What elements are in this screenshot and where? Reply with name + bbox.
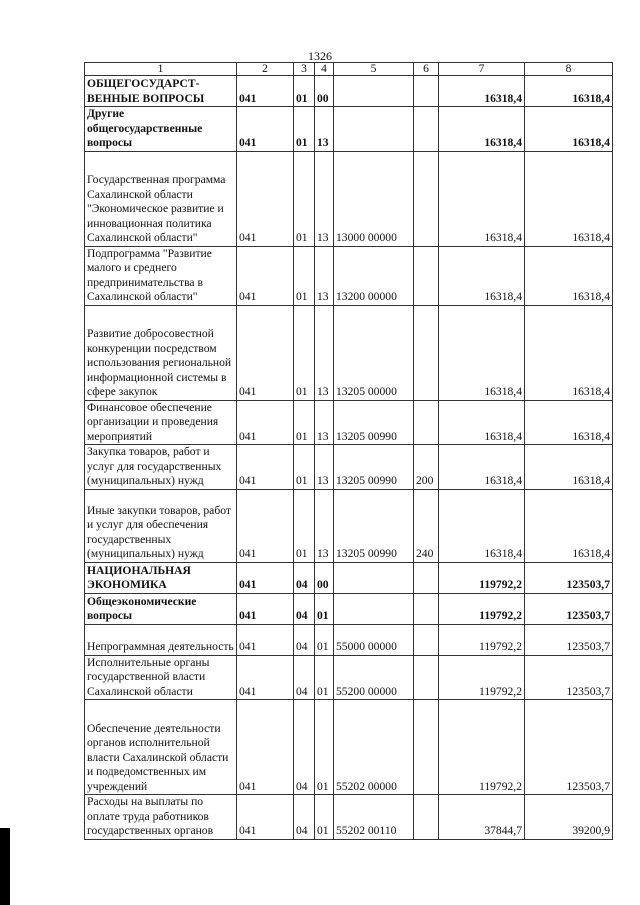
amount-year-1: 119792,2: [439, 700, 525, 795]
row-name: ОБЩЕГОСУДАРСТ-ВЕННЫЕ ВОПРОСЫ: [85, 76, 237, 107]
expense-type-code: [414, 151, 439, 246]
row-name: Развитие добросовестной конкуренции посредством использования региональной информационной системы в сфере закупок: [85, 305, 237, 400]
row-name: Другие общегосударственные вопросы: [85, 107, 237, 152]
row-name: Общеэкономические вопросы: [85, 593, 237, 624]
row-name: Иные закупки товаров, работ и услуг для обеспечения государственных (муниципальных) нужд: [85, 489, 237, 562]
table-row: [85, 624, 613, 655]
amount-year-1: 119792,2: [439, 562, 525, 593]
amount-year-2: 123503,7: [525, 700, 613, 795]
col-header-2: 2: [237, 63, 294, 76]
department-code: 041: [237, 246, 294, 305]
amount-year-2: 16318,4: [525, 76, 613, 107]
table-row: [85, 151, 613, 246]
table-row: [85, 655, 613, 700]
amount-year-2: 16318,4: [525, 107, 613, 152]
target-article-code: [334, 562, 414, 593]
col-header-4: 4: [315, 63, 334, 76]
expense-type-code: [414, 795, 439, 840]
amount-year-2: 16318,4: [525, 246, 613, 305]
section-code: 04: [294, 655, 315, 700]
expense-type-code: [414, 624, 439, 655]
department-code: 041: [237, 593, 294, 624]
target-article-code: 13200 00000: [334, 246, 414, 305]
section-code: 04: [294, 700, 315, 795]
department-code: 041: [237, 700, 294, 795]
expense-type-code: [414, 305, 439, 400]
target-article-code: 55202 00110: [334, 795, 414, 840]
target-article-code: 13000 00000: [334, 151, 414, 246]
expense-type-code: [414, 107, 439, 152]
amount-year-2: 16318,4: [525, 305, 613, 400]
amount-year-2: 39200,9: [525, 795, 613, 840]
target-article-code: 55202 00000: [334, 700, 414, 795]
column-number-row: [85, 63, 613, 76]
subsection-code: 13: [315, 107, 334, 152]
subsection-code: 01: [315, 593, 334, 624]
target-article-code: [334, 76, 414, 107]
row-name: Непрограммная деятельность: [85, 624, 237, 655]
department-code: 041: [237, 489, 294, 562]
col-header-5: 5: [334, 63, 414, 76]
amount-year-1: 119792,2: [439, 593, 525, 624]
expense-type-code: [414, 562, 439, 593]
section-code: 01: [294, 76, 315, 107]
col-header-1: 1: [85, 63, 237, 76]
amount-year-1: 16318,4: [439, 107, 525, 152]
row-name: НАЦИОНАЛЬНАЯ ЭКОНОМИКА: [85, 562, 237, 593]
expense-type-code: 200: [414, 445, 439, 490]
amount-year-1: 119792,2: [439, 624, 525, 655]
subsection-code: 13: [315, 489, 334, 562]
section-code: 01: [294, 305, 315, 400]
department-code: 041: [237, 562, 294, 593]
subsection-code: 01: [315, 624, 334, 655]
section-code: 04: [294, 562, 315, 593]
col-header-3: 3: [294, 63, 315, 76]
table-row: [85, 700, 613, 795]
table-row: [85, 445, 613, 490]
subsection-code: 13: [315, 246, 334, 305]
amount-year-2: 123503,7: [525, 593, 613, 624]
subsection-code: 13: [315, 151, 334, 246]
amount-year-2: 123503,7: [525, 655, 613, 700]
department-code: 041: [237, 400, 294, 445]
section-code: 04: [294, 593, 315, 624]
target-article-code: [334, 593, 414, 624]
table-row: [85, 246, 613, 305]
subsection-code: 13: [315, 445, 334, 490]
amount-year-1: 16318,4: [439, 76, 525, 107]
table-row: [85, 305, 613, 400]
row-name: Государственная программа Сахалинской области "Экономическое развитие и инновационная политика Сахалинской области": [85, 151, 237, 246]
row-name: Подпрограмма "Развитие малого и среднего предпринимательства в Сахалинской области": [85, 246, 237, 305]
expense-type-code: [414, 400, 439, 445]
amount-year-2: 16318,4: [525, 151, 613, 246]
row-name: Исполнительные органы государственной власти Сахалинской области: [85, 655, 237, 700]
department-code: 041: [237, 795, 294, 840]
row-name: Обеспечение деятельности органов исполнительной власти Сахалинской области и подведомственных им учреждений: [85, 700, 237, 795]
section-code: 01: [294, 246, 315, 305]
target-article-code: 13205 00990: [334, 400, 414, 445]
department-code: 041: [237, 445, 294, 490]
amount-year-1: 16318,4: [439, 489, 525, 562]
row-name: Расходы на выплаты по оплате труда работников государственных органов: [85, 795, 237, 840]
row-name: Закупка товаров, работ и услуг для государственных (муниципальных) нужд: [85, 445, 237, 490]
page-number: 1326: [308, 49, 332, 63]
subsection-code: 01: [315, 700, 334, 795]
amount-year-2: 123503,7: [525, 562, 613, 593]
section-code: 04: [294, 624, 315, 655]
table-row: [85, 489, 613, 562]
table-row: [85, 400, 613, 445]
expense-type-code: [414, 593, 439, 624]
target-article-code: 13205 00000: [334, 305, 414, 400]
subsection-code: 01: [315, 655, 334, 700]
scan-edge-mark: [0, 828, 10, 905]
amount-year-2: 16318,4: [525, 489, 613, 562]
col-header-7: 7: [439, 63, 525, 76]
table-row: [85, 795, 613, 840]
target-article-code: [334, 107, 414, 152]
amount-year-1: 16318,4: [439, 445, 525, 490]
department-code: 041: [237, 76, 294, 107]
target-article-code: 55000 00000: [334, 624, 414, 655]
amount-year-1: 16318,4: [439, 151, 525, 246]
section-code: 01: [294, 400, 315, 445]
subsection-code: 01: [315, 795, 334, 840]
subsection-code: 00: [315, 76, 334, 107]
expense-type-code: 240: [414, 489, 439, 562]
expense-type-code: [414, 655, 439, 700]
table-row: [85, 593, 613, 624]
expense-type-code: [414, 246, 439, 305]
section-code: 01: [294, 445, 315, 490]
subsection-code: 13: [315, 305, 334, 400]
section-code: 01: [294, 151, 315, 246]
department-code: 041: [237, 151, 294, 246]
amount-year-1: 16318,4: [439, 246, 525, 305]
budget-table: [84, 62, 613, 840]
target-article-code: 13205 00990: [334, 445, 414, 490]
amount-year-1: 37844,7: [439, 795, 525, 840]
section-code: 01: [294, 107, 315, 152]
target-article-code: 13205 00990: [334, 489, 414, 562]
section-code: 04: [294, 795, 315, 840]
row-name: Финансовое обеспечение организации и проведения мероприятий: [85, 400, 237, 445]
amount-year-2: 16318,4: [525, 445, 613, 490]
amount-year-2: 123503,7: [525, 624, 613, 655]
target-article-code: 55200 00000: [334, 655, 414, 700]
amount-year-2: 16318,4: [525, 400, 613, 445]
expense-type-code: [414, 700, 439, 795]
table-row: [85, 107, 613, 152]
section-code: 01: [294, 489, 315, 562]
amount-year-1: 16318,4: [439, 305, 525, 400]
table-row: [85, 76, 613, 107]
department-code: 041: [237, 655, 294, 700]
department-code: 041: [237, 305, 294, 400]
subsection-code: 00: [315, 562, 334, 593]
department-code: 041: [237, 624, 294, 655]
col-header-8: 8: [525, 63, 613, 76]
table-row: [85, 562, 613, 593]
col-header-6: 6: [414, 63, 439, 76]
department-code: 041: [237, 107, 294, 152]
subsection-code: 13: [315, 400, 334, 445]
expense-type-code: [414, 76, 439, 107]
amount-year-1: 16318,4: [439, 400, 525, 445]
amount-year-1: 119792,2: [439, 655, 525, 700]
